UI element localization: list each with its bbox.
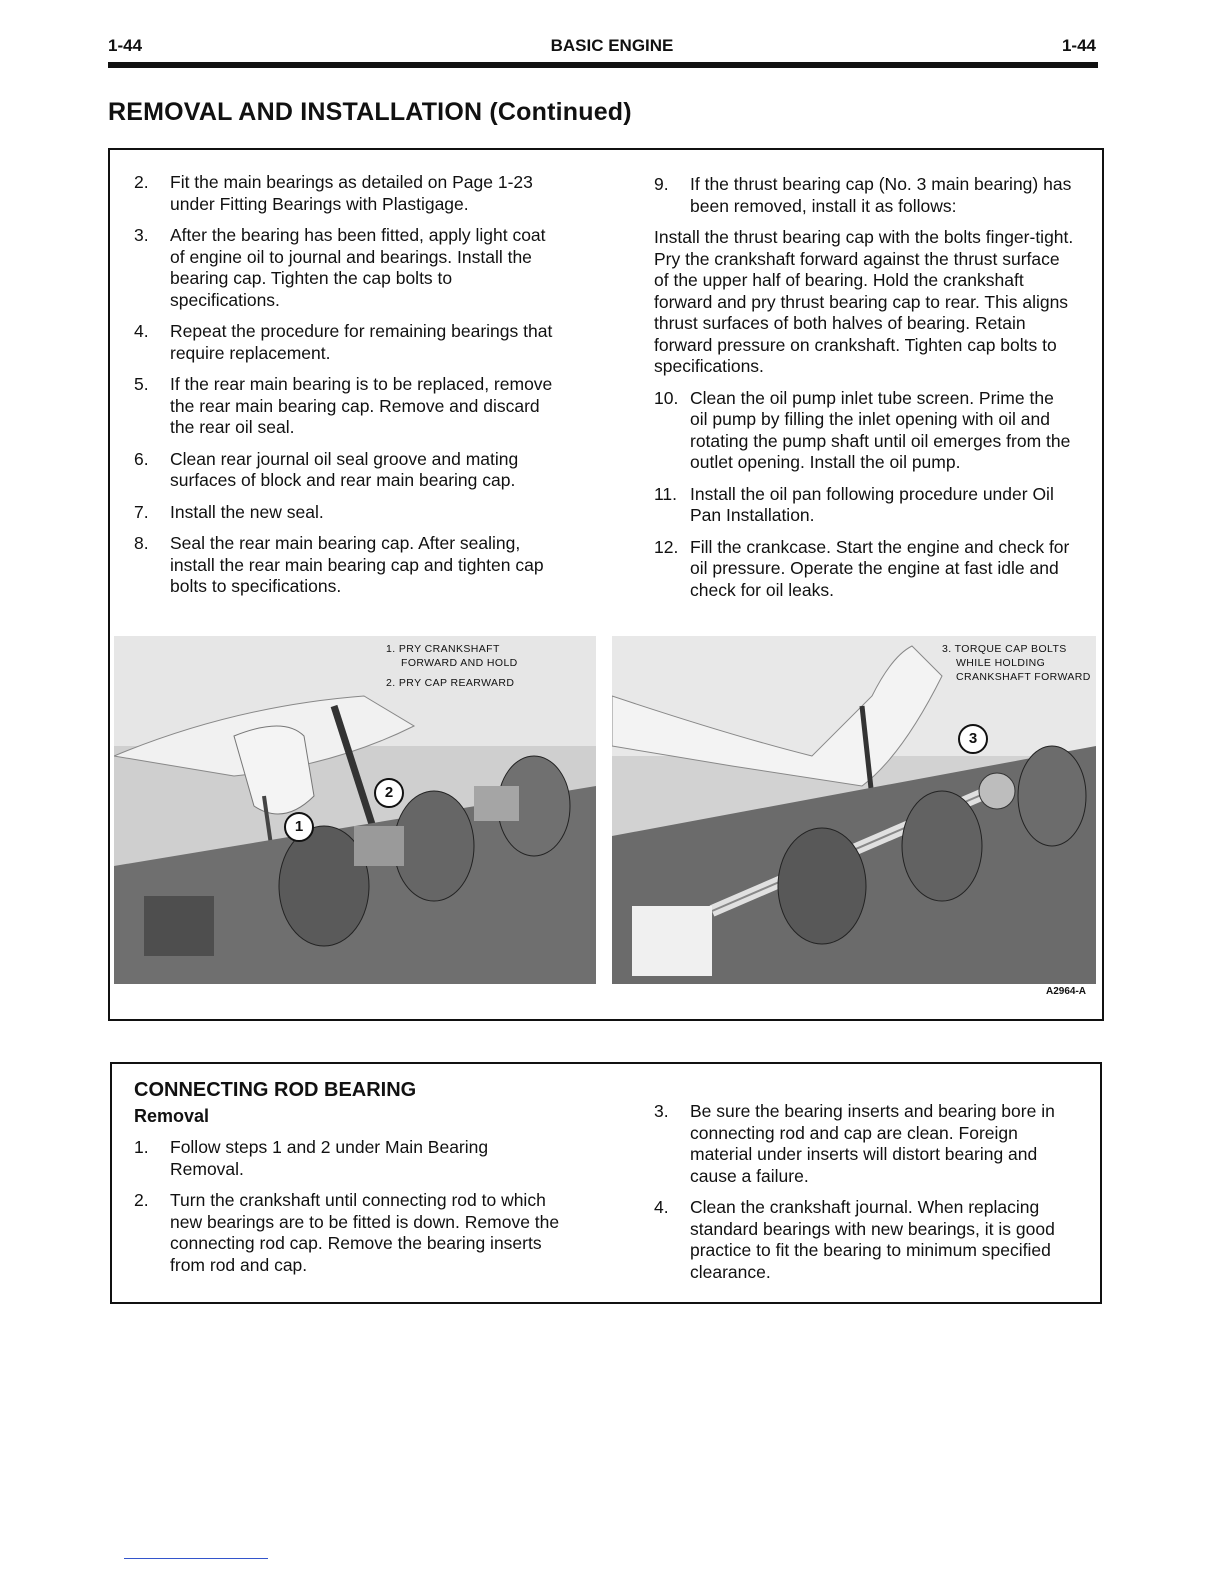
step-number: 4. (654, 1197, 669, 1217)
step-number: 3. (134, 225, 149, 245)
step-number: 12. (654, 536, 679, 557)
right-column (654, 174, 1076, 611)
step-text: Install the new seal. (170, 501, 324, 522)
step-number: 3. (654, 1101, 669, 1121)
step-number: 11. (654, 483, 678, 504)
step-text: Follow steps 1 and 2 under Main Bearing Removal. (170, 1137, 489, 1179)
step-text: Turn the crankshaft until connecting rod to which new bearings are to be fitted is down. Remove the connecting rod cap. Remove the bearing inserts from rod and cap. (170, 1190, 560, 1275)
step-text: If the rear main bearing is to be replaced, remove the rear main bearing cap. Remove and discard the rear oil seal. (170, 374, 553, 437)
step-text: Repeat the procedure for remaining bearings that require replacement. (170, 321, 553, 363)
step-text: Seal the rear main bearing cap. After sealing, install the rear main bearing cap and tighten cap bolts to specifications. (170, 533, 544, 596)
caption-torque-bolts (942, 642, 1091, 684)
list-item (654, 1197, 1076, 1283)
step-number: 4. (134, 321, 149, 341)
step-text: If the thrust bearing cap (No. 3 main bearing) has been removed, install it as follows: (690, 174, 1072, 216)
callout-2: 2 (374, 778, 404, 808)
step-text: Fit the main bearings as detailed on Page 1-23 under Fitting Bearings with Plastigage. (170, 172, 533, 214)
list-item (654, 484, 1076, 527)
step-text: Clean rear journal oil seal groove and mating surfaces of block and rear main bearing cap. (170, 448, 519, 490)
list-item (654, 537, 1076, 602)
step-number: 1. (134, 1137, 149, 1157)
step-number: 6. (134, 448, 149, 469)
step-number: 7. (134, 501, 149, 522)
connecting-rod-title: CONNECTING ROD BEARING (134, 1079, 417, 1101)
step-text: Clean the oil pump inlet tube screen. Prime the oil pump by filling the inlet opening with oil and rotating the pump shaft until oil emerges from the outlet opening. Install the oil pump. (690, 387, 1071, 472)
thrust-bearing-paragraph: Install the thrust bearing cap with the bolts finger-tight. Pry the crankshaft forward against the thrust surface of the upper half of bearing. Hold the crankshaft forward and pry thrust bearing cap to rear. This aligns thrust surfaces of both halves of bearing. Retain forward pressure on crankshaft. Tighten cap bolts to specifications. (654, 227, 1074, 376)
footer-rule (124, 1558, 268, 1559)
list-item (134, 374, 560, 439)
list-item (134, 172, 560, 215)
engine-photo-left (114, 636, 596, 984)
photo-pry-crankshaft (114, 636, 596, 984)
list-item (134, 533, 560, 598)
step-text: Be sure the bearing inserts and bearing bore in connecting rod and cap are clean. Foreign material under inserts will distort bearing and cause a failure. (690, 1101, 1055, 1186)
connecting-left-column (134, 1080, 560, 1286)
step-number: 9. (654, 174, 669, 194)
step-number: 2. (134, 1190, 149, 1210)
header-rule (108, 62, 1098, 68)
left-steps (134, 172, 560, 598)
running-header: BASIC ENGINE (550, 36, 674, 55)
step-text: Install the oil pan following procedure under Oil Pan Installation. (690, 483, 1054, 525)
list-item (654, 174, 1076, 217)
step-text: Fill the crankcase. Start the engine and check for oil pressure. Operate the engine at fast idle and check for oil leaks. (690, 536, 1070, 600)
connecting-right-column (654, 1101, 1076, 1293)
step-number: 10. (654, 387, 679, 408)
list-item (134, 449, 560, 492)
figure-id: A2964-A (1046, 986, 1087, 997)
callout-1: 1 (284, 812, 314, 842)
photo-torque-bolts (612, 636, 1096, 984)
step-number: 5. (134, 374, 149, 394)
list-item (134, 502, 560, 524)
caption-line: 2. PRY CAP REARWARD (386, 677, 515, 689)
list-item (134, 225, 560, 311)
page-number-left: 1-44 (108, 36, 143, 55)
step-number: 2. (134, 172, 149, 192)
step-text: Clean the crankshaft journal. When replacing standard bearings with new bearings, it is good practice to fit the bearing to minimum specified clearance. (690, 1197, 1055, 1282)
left-column (134, 172, 560, 608)
caption-pry-crankshaft (386, 642, 518, 690)
step-number: 8. (134, 533, 149, 553)
caption-line: 1. PRY CRANKSHAFT (386, 643, 500, 655)
caption-line: 3. TORQUE CAP BOLTS (942, 643, 1067, 655)
list-item (654, 388, 1076, 474)
list-item (134, 1137, 560, 1180)
section-title: REMOVAL AND INSTALLATION (Continued) (108, 98, 632, 126)
page-number-right: 1-44 (1061, 36, 1096, 55)
step-text: After the bearing has been fitted, apply light coat of engine oil to journal and bearings. Install the bearing cap. Tighten the cap bolts to specifications. (170, 225, 546, 310)
list-item (654, 1101, 1076, 1187)
caption-line: WHILE HOLDING (956, 657, 1046, 669)
engine-photo-right (612, 636, 1096, 984)
caption-line: CRANKSHAFT FORWARD (956, 671, 1091, 683)
caption-line: FORWARD AND HOLD (401, 657, 518, 669)
list-item (134, 321, 560, 364)
callout-3: 3 (958, 724, 988, 754)
list-item (134, 1190, 560, 1276)
removal-subtitle: Removal (134, 1105, 210, 1126)
